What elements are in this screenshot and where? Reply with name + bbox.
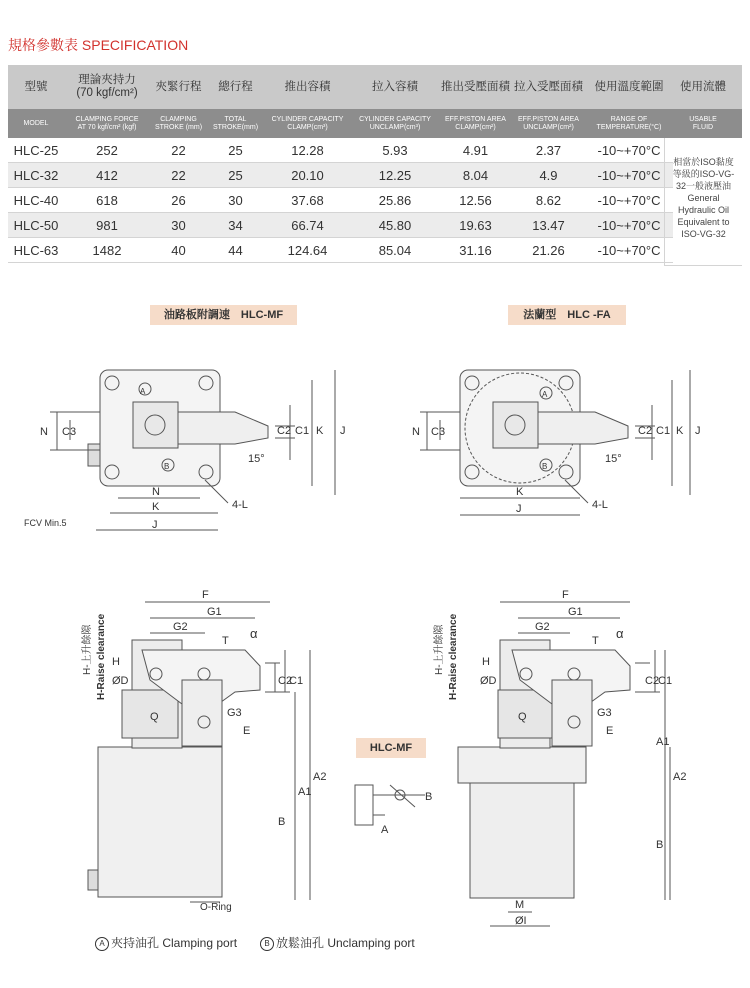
side-dim-t: T [222,635,229,647]
fluid-line: 等級的ISO-VG- [672,169,735,179]
fa-clamp-arm [538,412,628,444]
fa-flange [458,747,586,783]
fa-side-dim-c2: C2 [645,675,660,687]
top-view-mf-drawing [0,340,370,540]
header-model: 型號 [8,65,64,109]
header-en-total-stroke [207,109,264,138]
header-en-ac-1: EFF.PISTON AREA [445,115,506,123]
mf-center-block [133,402,178,448]
table-cell: -10~+70°C [585,213,673,238]
fa-side-dim-f: F [562,589,569,601]
header-clamp-stroke: 夾緊行程 [150,65,207,109]
header-force-unit: (70 kgf/cm²) [76,87,138,99]
table-cell: 13.47 [512,213,585,238]
fa-side-dim-h: H [482,656,490,668]
table-cell: 20.10 [264,163,351,188]
fa-dim-j: J [695,425,701,437]
fluid-line: 32一般液壓油 [675,181,731,191]
table-cell: -10~+70°C [585,238,673,263]
fluid-line: Equivalent to [677,217,730,227]
header-en-cc-1: CYLINDER CAPACITY [271,115,344,123]
header-en-t-1: RANGE OF [610,115,648,123]
header-en-cu-2: UNCLAMP(cm³) [369,123,421,131]
legend-b-mark: B [260,937,274,951]
header-en-clamp-stroke [150,109,207,138]
header-en-ac-2: CLAMP(cm²) [455,123,496,131]
table-cell: 25 [207,163,264,188]
fa-mark-b: B [542,462,548,471]
label-hlc-fa: 法蘭型 HLC -FA [508,305,626,325]
table-cell: 85.04 [351,238,439,263]
header-en-cc-2: CLAMP(cm³) [287,123,328,131]
header-en-force-1: CLAMPING FORCE [75,115,139,123]
header-pull-volume: 拉入容積 [351,65,439,109]
fluid-cell [664,138,742,266]
header-row-zh [8,65,673,109]
fa-center-block [493,402,538,448]
mark-a: A [140,387,146,396]
table-cell: 12.28 [264,138,351,163]
table-cell: 412 [64,163,150,188]
side-dim-a1: A1 [298,786,312,798]
side-dim-a2: A2 [313,771,327,783]
raise-label-zh: H-上升餘隙 [82,624,93,675]
fluid-line: ISO-VG-32 [681,229,726,239]
dim-c2: C2 [277,425,292,437]
specification-table [8,65,673,263]
fa-dim-n: N [412,426,420,438]
fa-dim-c3: C3 [431,426,446,438]
page-title: 規格參數表 SPECIFICATION [8,37,189,53]
dim-k: K [316,425,324,437]
side-dim-c2: C2 [278,675,293,687]
table-row [8,138,673,163]
header-en-force [64,109,150,138]
table-row [8,238,673,263]
legend-clamping [95,934,237,951]
table-cell: 2.37 [512,138,585,163]
fa-side-dim-g2: G2 [535,621,550,633]
side-dim-e: E [243,725,251,737]
mark-b: B [164,462,170,471]
top-view-fa-drawing [390,340,730,540]
side-view-fa-drawing [420,580,720,930]
fa-side-dim-a2: A2 [673,771,687,783]
schematic-a: A [381,824,389,836]
table-cell: 22 [150,138,207,163]
fa-side-dim-m: M [515,899,525,911]
table-row [8,188,673,213]
header-en-cu-1: CYLINDER CAPACITY [359,115,431,123]
header-en-fluid-2: FLUID [692,124,714,131]
table-cell: -10~+70°C [585,188,673,213]
fa-side-dim-a1: A1 [656,736,670,748]
side-dim-g3: G3 [227,707,242,719]
fa-link [552,680,592,746]
table-cell: HLC-25 [8,138,64,163]
table-cell: 981 [64,213,150,238]
side-dim-g2: G2 [173,621,188,633]
dim-n-bottom: N [152,486,160,498]
dim-fcv: FCV Min.5 [24,518,67,528]
table-cell: 8.04 [439,163,512,188]
fa-side-dim-g3: G3 [597,707,612,719]
fa-side-dim-i: ØI [515,915,527,927]
header-push-volume: 推出容積 [264,65,351,109]
header-row-en [8,109,673,138]
fa-dim-k: K [676,425,684,437]
legend-a-mark: A [95,937,109,951]
table-cell: 4.9 [512,163,585,188]
header-en-fluid-1: USABLE [689,116,717,123]
fa-cylinder [470,783,574,898]
side-dim-alpha: α [250,626,258,641]
header-push-area: 推出受壓面積 [439,65,512,109]
side-dim-f: F [202,589,209,601]
table-cell: 66.74 [264,213,351,238]
table-cell: 252 [64,138,150,163]
side-dim-g1: G1 [207,606,222,618]
fa-side-dim-d: ØD [480,675,497,687]
header-en-au-1: EFF.PISTON AREA [518,115,579,123]
table-cell: 1482 [64,238,150,263]
header-total-stroke: 總行程 [207,65,264,109]
dim-c3: C3 [62,426,77,438]
fa-side-dim-b: B [656,839,664,851]
header-force [64,65,150,109]
table-cell: 19.63 [439,213,512,238]
table-cell: 40 [150,238,207,263]
table-cell: 31.16 [439,238,512,263]
table-cell: 25.86 [351,188,439,213]
table-cell: 124.64 [264,238,351,263]
table-row [8,213,673,238]
table-cell: 22 [150,163,207,188]
dim-k-bottom: K [152,501,160,513]
header-force-label: 理論夾持力 [78,74,136,86]
legend-unclamping [260,934,415,951]
header-pull-area: 拉入受壓面積 [512,65,585,109]
side-dim-q: Q [150,711,159,723]
header-temperature: 使用溫度範圍 [585,65,673,109]
fa-side-dim-c1: C1 [658,675,673,687]
side-dim-oring: O-Ring [200,902,232,913]
header-en-cyl-unclamp [351,109,439,138]
dim-n: N [40,426,48,438]
table-cell: 21.26 [512,238,585,263]
dim-holes: 4-L [232,499,248,511]
fa-side-dim-t: T [592,635,599,647]
table-cell: 30 [150,213,207,238]
label-hlc-mf-small: HLC-MF [356,738,426,758]
table-cell: 5.93 [351,138,439,163]
header-en-area-unclamp [512,109,585,138]
raise-label-en: H-Raise clearance [96,613,107,700]
table-cell: 30 [207,188,264,213]
fa-mark-a: A [542,390,548,399]
fa-raise-label-zh: H-上升餘隙 [434,624,445,675]
table-cell: HLC-40 [8,188,64,213]
table-cell: -10~+70°C [585,138,673,163]
table-cell: 26 [150,188,207,213]
fa-side-dim-alpha: α [616,626,624,641]
table-cell: 25 [207,138,264,163]
table-cell: 34 [207,213,264,238]
side-dim-c1: C1 [289,675,304,687]
table-cell: 4.91 [439,138,512,163]
header-en-au-2: UNCLAMP(cm²) [523,123,574,131]
fa-dim-j-bottom: J [516,503,522,515]
mf-link [182,680,222,746]
fa-dim-c2: C2 [638,425,653,437]
mf-clamp-arm [178,412,268,444]
fluid-column [664,65,742,266]
side-view-mf-drawing [0,580,350,925]
label-hlc-mf: 油路板附調速 HLC-MF [150,305,297,325]
header-en-ts-2: STROKE(mm) [212,123,259,131]
table-cell: 45.80 [351,213,439,238]
mf-cylinder [98,747,222,897]
spec-table-body [8,138,673,263]
table-cell: 12.25 [351,163,439,188]
fa-dim-k-bottom: K [516,486,524,498]
dim-angle: 15° [248,453,265,465]
fluid-line: 相當於ISO黏度 [673,157,734,167]
side-dim-d: ØD [112,675,129,687]
side-dim-b: B [278,816,286,828]
table-cell: 8.62 [512,188,585,213]
fa-side-dim-g1: G1 [568,606,583,618]
mf-fcv [88,444,100,466]
side-dim-h: H [112,656,120,668]
fa-raise-label-en: H-Raise clearance [448,613,459,700]
table-cell: 618 [64,188,150,213]
fluid-line: General [687,193,720,203]
legend-a-text: 夾持油孔 Clamping port [111,936,238,950]
header-en-temperature [585,109,673,138]
header-en-cyl-clamp [264,109,351,138]
fa-dim-angle: 15° [605,453,622,465]
fa-side-dim-e: E [606,725,614,737]
legend-b-text: 放鬆油孔 Unclamping port [276,936,415,950]
table-cell: 44 [207,238,264,263]
header-en-cs-1: CLAMPING [160,115,197,123]
header-en-fluid [664,109,742,138]
header-en-force-2: AT 70 kgf/cm² (kgf) [77,123,137,131]
table-cell: 12.56 [439,188,512,213]
table-cell: HLC-63 [8,238,64,263]
dim-c1: C1 [295,425,310,437]
header-en-cs-2: STROKE (mm) [154,123,203,131]
table-cell: 37.68 [264,188,351,213]
header-en-model: MODEL [8,109,64,138]
table-cell: HLC-32 [8,163,64,188]
fluid-line: Hydraulic Oil [677,205,729,215]
fa-side-dim-q: Q [518,711,527,723]
header-en-ts-1: TOTAL [224,115,247,123]
schematic-b: B [425,791,433,803]
table-cell: -10~+70°C [585,163,673,188]
fa-dim-c1: C1 [656,425,671,437]
header-en-area-clamp [439,109,512,138]
dim-j-bottom: J [152,519,158,531]
table-cell: HLC-50 [8,213,64,238]
dim-j: J [340,425,346,437]
fa-dim-holes: 4-L [592,499,608,511]
table-row [8,163,673,188]
header-fluid: 使用流體 [664,65,742,109]
header-en-t-2: TEMPERATURE(°C) [596,123,662,131]
